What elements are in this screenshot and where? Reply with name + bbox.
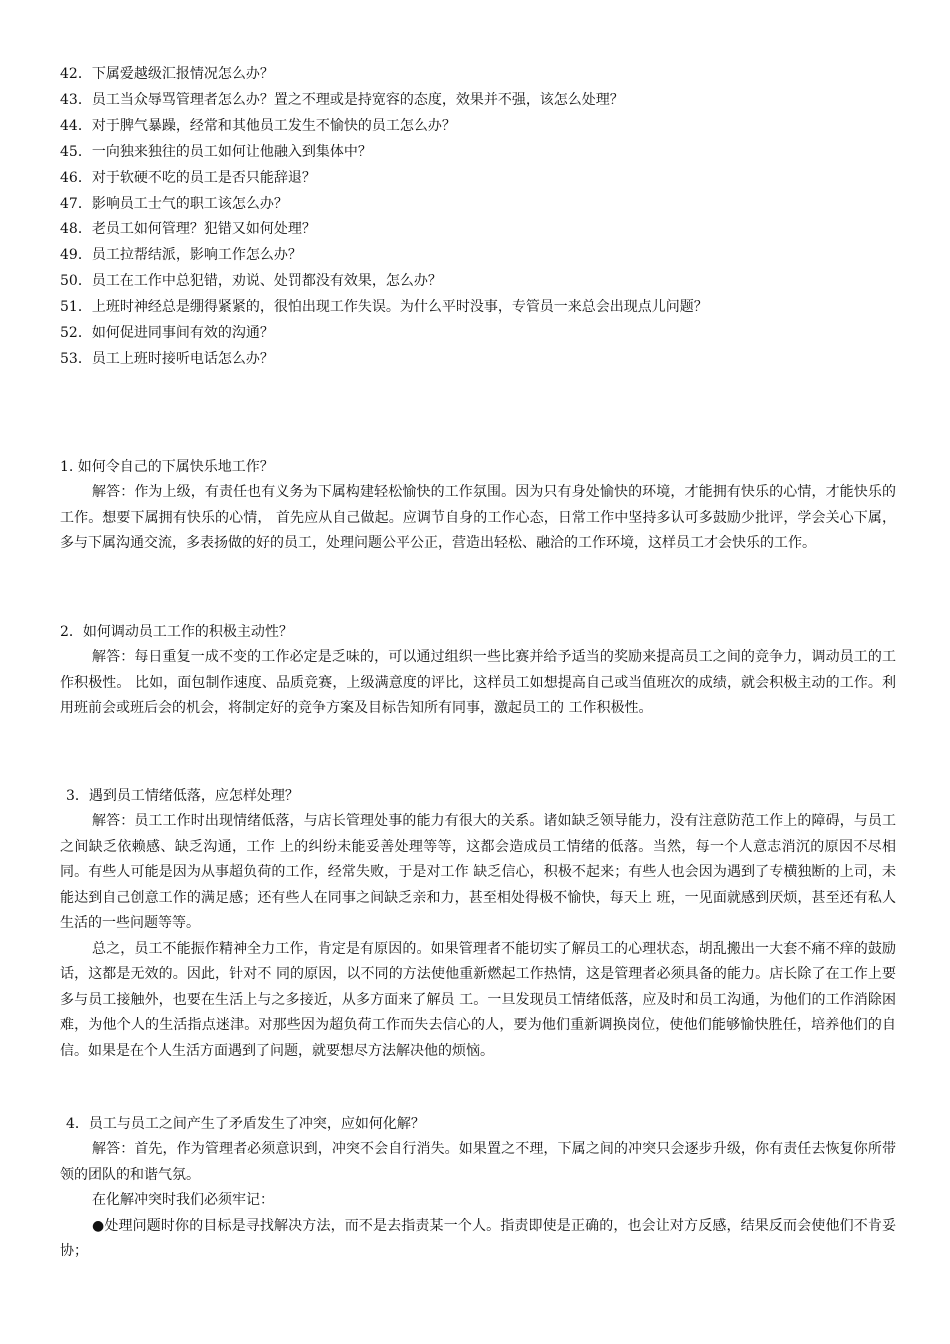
question-heading: 3．遇到员工情绪低落，应怎样处理？ — [66, 788, 299, 804]
answer-paragraph: 解答：员工工作时出现情绪低落，与店长管理处事的能力有很大的关系。诸如缺乏领导能力，没有注意防范工作上的障碍，与员工之间缺乏依赖感、缺乏沟通，工作 上的纠纷未能妥善处理等等，这都会造成员工情绪的低落。当然，每一个人意志消沉的原因不尽相同。有些人可能是因为从事超负荷的工作，经常失败，于是对工作 缺乏信心，积极不起来；有些人也会因为遇到了专横独断的上司，未能达到自己创意工作的满足感；还有些人在同事之间缺乏亲和力，甚至相处得极不愉快，每天上 班，一见面就感到厌烦，甚至还有私人生活的一些问题等等。 — [60, 813, 896, 931]
question-list-item: 49．员工拉帮结派，影响工作怎么办？ — [60, 247, 302, 264]
question-list — [60, 62, 900, 373]
qa-section-2 — [60, 620, 896, 722]
answer-paragraph: 解答：作为上级，有责任也有义务为下属构建轻松愉快的工作氛围。因为只有身处愉快的环境，才能拥有快乐的心情，才能快乐的工作。想要下属拥有快乐的心情， 首先应从自己做起。应调节自身的工作心态，日常工作中坚持多认可多鼓励少批评，学会关心下属，多与下属沟通交流，多表扬做的好的员工，处理问题公平公正，营造出轻松、融洽的工作环境，这样员工才会快乐的工作。 — [60, 484, 896, 551]
bullet-paragraph: ●处理问题时你的目标是寻找解决方法，而不是去指责某一个人。指责即使是正确的，也会让对方反感，结果反而会使他们不肯妥协； — [60, 1217, 896, 1259]
answer-paragraph: 总之，员工不能振作精神全力工作，肯定是有原因的。如果管理者不能切实了解员工的心理状态，胡乱搬出一大套不痛不痒的鼓励话，这都是无效的。因此，针对不 同的原因，以不同的方法使他重新燃起工作热情，这是管理者必须具备的能力。店长除了在工作上要多与员工接触外，也要在生活上与之多接近，从多方面来了解员 工。一旦发现员工情绪低落，应及时和员工沟通，为他们的工作消除困难，为他个人的生活指点迷津。对那些因为超负荷工作而失去信心的人，要为他们重新调换岗位，使他们能够愉快胜任，培养他们的自信。如果是在个人生活方面遇到了问题，就要想尽方法解决他的烦恼。 — [60, 940, 896, 1059]
question-list-item: 50．员工在工作中总犯错，劝说、处罚都没有效果，怎么办？ — [60, 273, 442, 290]
answer-paragraph: 解答：首先，作为管理者必须意识到，冲突不会自行消失。如果置之不理，下属之间的冲突只会逐步升级，你有责任去恢复你所带领的团队的和谐气氛。 — [60, 1141, 896, 1183]
question-heading: 1. 如何令自己的下属快乐地工作？ — [60, 459, 274, 475]
question-list-item: 44．对于脾气暴躁，经常和其他员工发生不愉快的员工怎么办？ — [60, 117, 456, 134]
question-list-item: 48．老员工如何管理？犯错又如何处理？ — [60, 221, 316, 238]
question-list-item: 53．员工上班时接听电话怎么办？ — [60, 350, 274, 367]
question-list-item: 52．如何促进同事间有效的沟通？ — [60, 325, 274, 342]
answer-paragraph: 在化解冲突时我们必须牢记： — [92, 1192, 274, 1208]
qa-section-3 — [60, 784, 896, 1064]
question-list-item: 51．上班时神经总是绷得紧紧的，很怕出现工作失误。为什么平时没事，专管员一来总会出现点儿问题？ — [60, 299, 708, 316]
answer-paragraph: 解答：每日重复一成不变的工作必定是乏味的，可以通过组织一些比赛并给予适当的奖励来提高员工之间的竞争力，调动员工的工作积极性。 比如，面包制作速度、品质竞赛，上级满意度的评比，这样员工如想提高自己或当值班次的成绩，就会积极主动的工作。利用班前会或班后会的机会，将制定好的竞争方案及目标告知所有同事，激起员工的 工作积极性。 — [60, 649, 896, 716]
qa-section-1 — [60, 455, 896, 557]
question-list-item: 46．对于软硬不吃的员工是否只能辞退？ — [60, 169, 316, 186]
question-list-item: 42．下属爱越级汇报情况怎么办？ — [60, 66, 274, 82]
question-list-item: 47．影响员工士气的职工该怎么办？ — [60, 195, 288, 212]
question-list-item: 43．员工当众辱骂管理者怎么办？置之不理或是持宽容的态度，效果并不强，该怎么处理？ — [60, 91, 624, 108]
question-heading: 4．员工与员工之间产生了矛盾发生了冲突，应如何化解？ — [66, 1116, 425, 1132]
question-heading: 2．如何调动员工工作的积极主动性？ — [60, 624, 293, 640]
question-list-item: 45．一向独来独往的员工如何让他融入到集体中？ — [60, 143, 372, 160]
qa-section-4 — [60, 1112, 896, 1265]
